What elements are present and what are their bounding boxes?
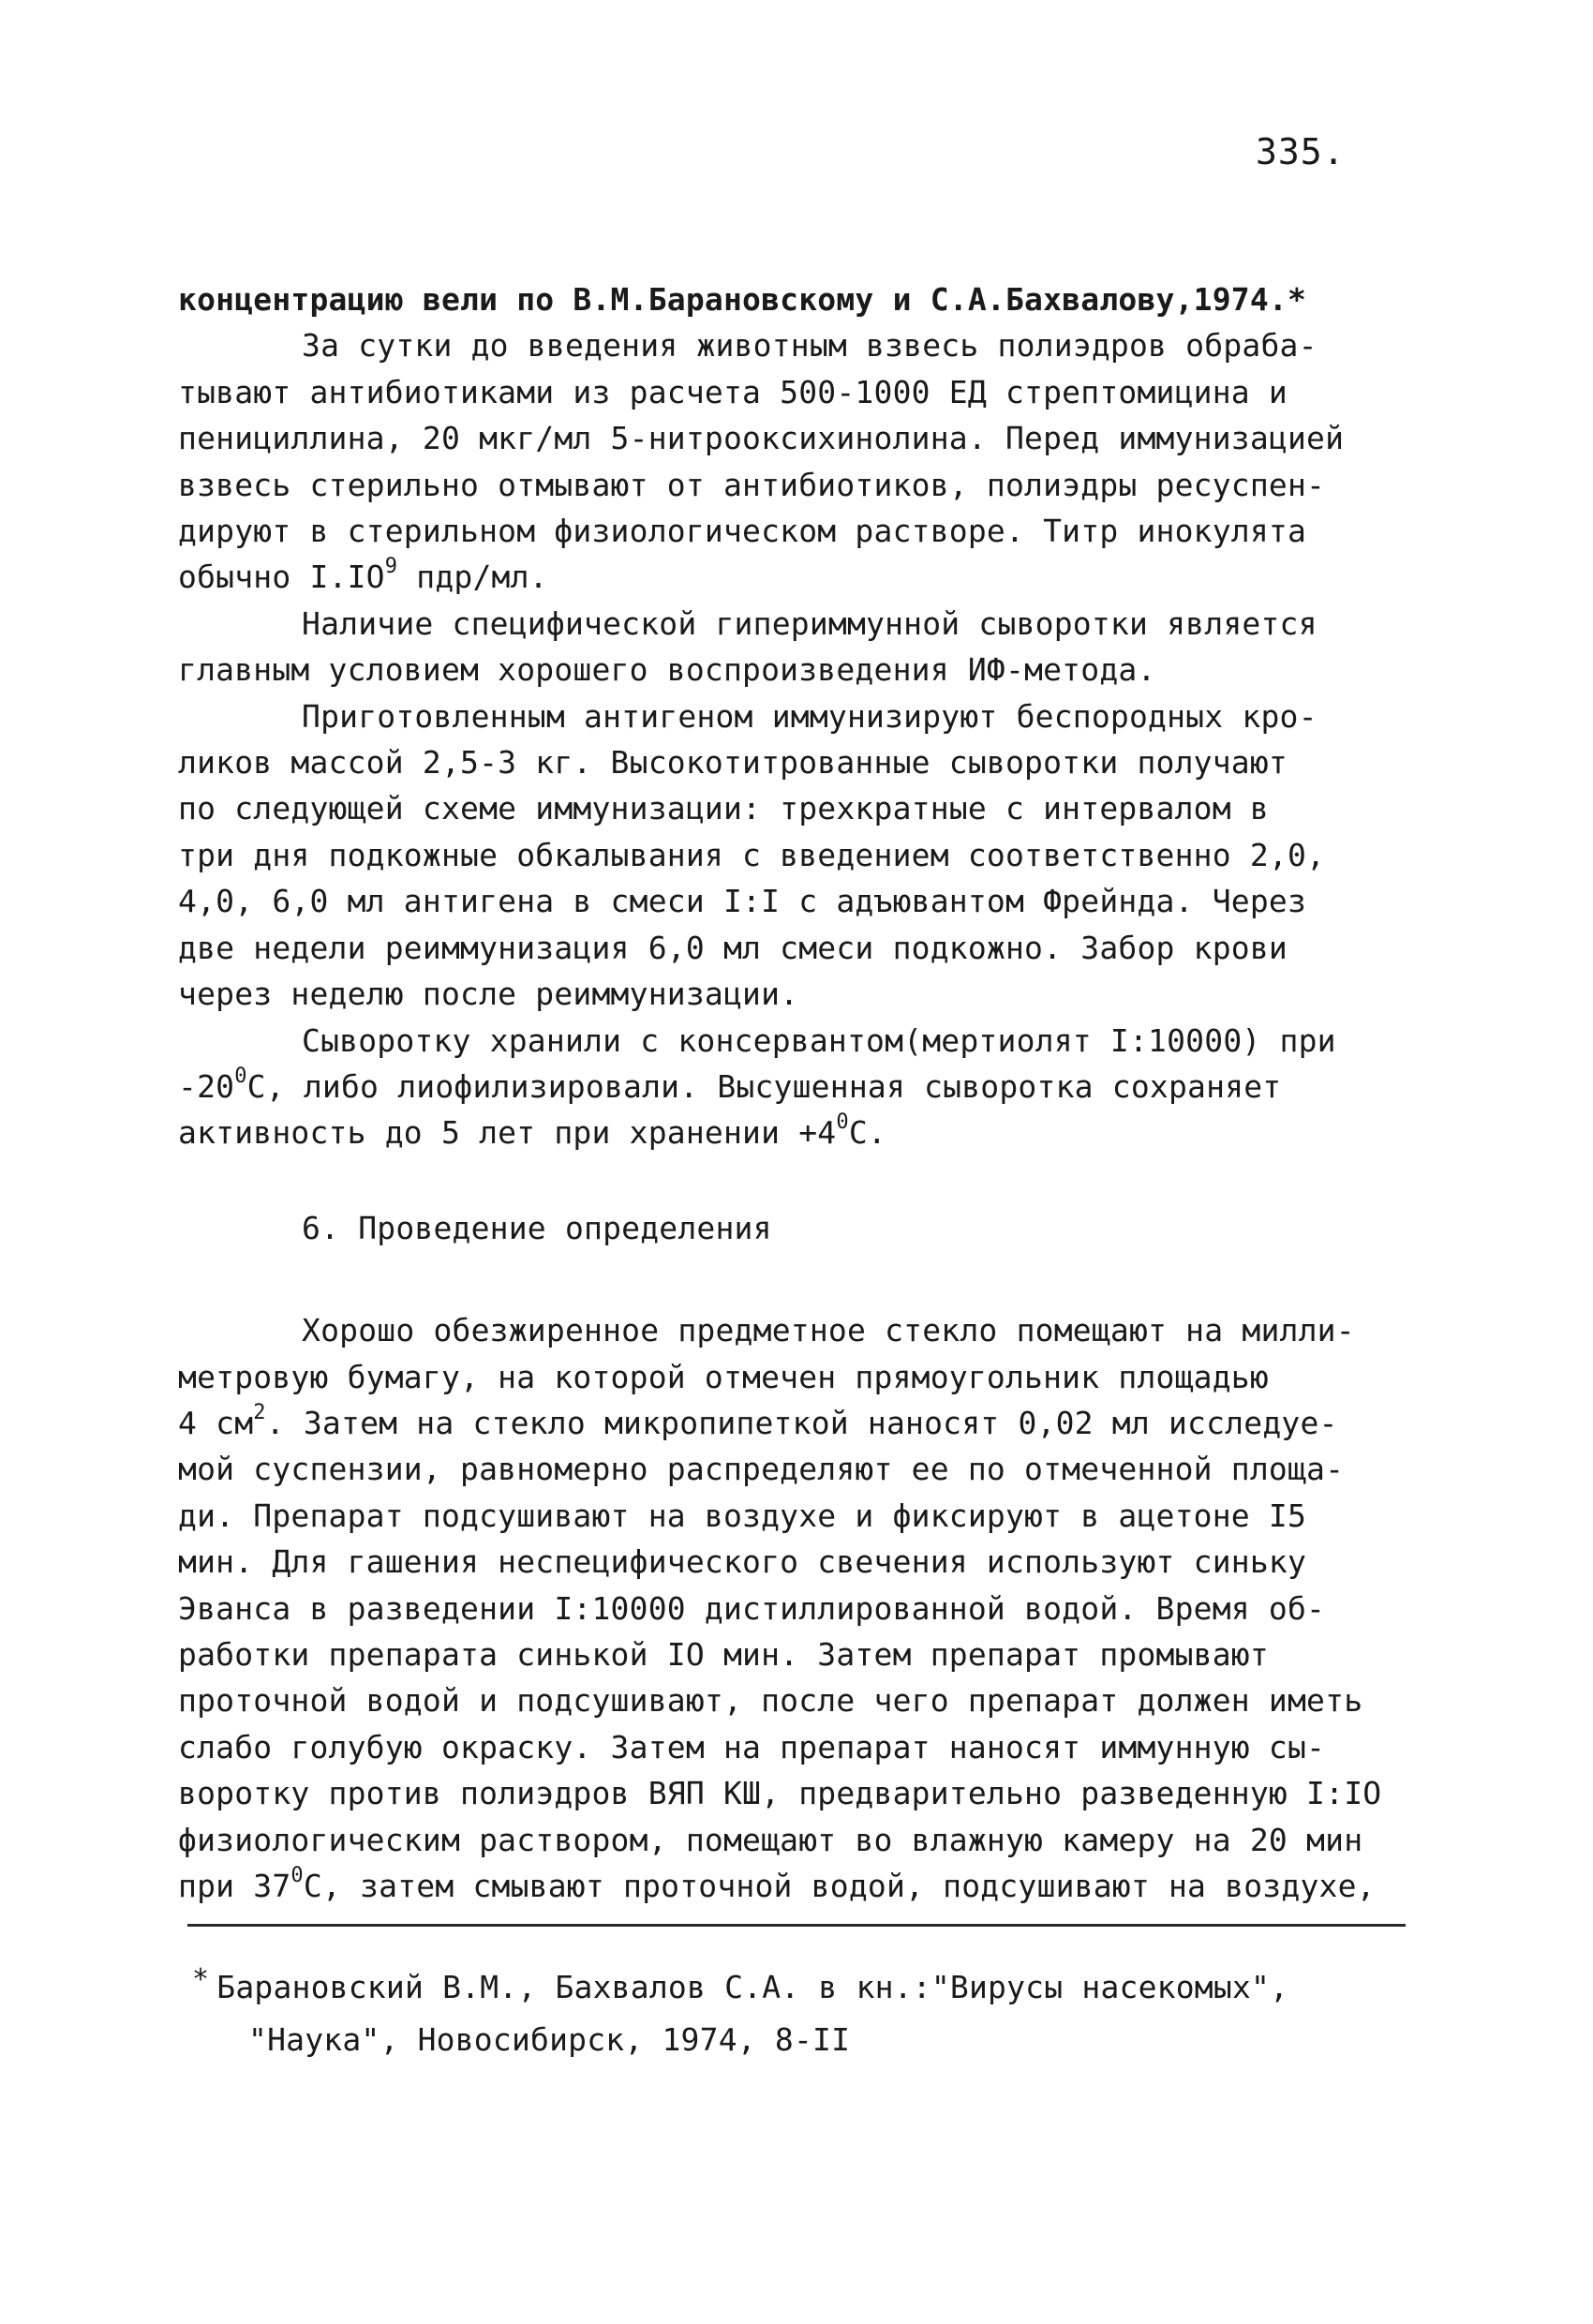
superscript: 9 [384,555,398,579]
text-segment: С. [848,1114,886,1152]
paragraph-5-line [178,1110,1415,1155]
paragraph-4-line: по следующей схеме иммунизации: трехкратные с интервалом в [178,790,1269,827]
paragraph-2-line: тывают антибиотиками из расчета 500-1000 ЕД стрептомицина и [178,373,1288,410]
paragraph-4-line: через неделю после реиммунизации. [178,976,799,1013]
paragraph-1-line: концентрацию вели по В.М.Барановскому и С.А.Бахвалову,1974.* [178,281,1307,318]
paragraph-6-line: физиологическим раствором, помещают во влажную камеру на 20 мин [178,1821,1363,1858]
superscript: 0 [290,1864,304,1887]
footnote-text: Барановский В.М., Бахвалов С.А. в кн.:"Вирусы насекомых", [216,1969,1289,2005]
text-segment: С, либо лиофилизировали. Высушенная сыворотка сохраняет [246,1067,1282,1105]
superscript: 0 [234,1064,247,1088]
paragraph-6-line: воротку против полиэдров ВЯП КШ, предварительно разведенную I:IO [178,1775,1382,1812]
paragraph-6-line: мой суспензии, равномерно распределяют ее по отмеченной площа- [178,1451,1345,1488]
paragraph-3-line: Наличие специфической гипериммунной сыворотки является [302,604,1318,642]
text-segment: активность до 5 лет при хранении +4 [178,1114,837,1152]
text-segment: при 37 [178,1868,291,1904]
page-number: 335. [1256,131,1346,172]
paragraph-4-line: ликов массой 2,5-3 кг. Высокотитрованные сыворотки получают [178,744,1288,782]
paragraph-2-line: взвесь стерильно отмывают от антибиотиков, полиэдры ресуспен- [178,466,1326,503]
superscript: 0 [836,1110,849,1135]
paragraph-6-line: слабо голубую окраску. Затем на препарат наносят иммунную сы- [178,1728,1326,1765]
paragraph-6-line: Хорошо обезжиренное предметное стекло помещают на милли- [302,1312,1355,1349]
paragraph-4-line: три дня подкожные обкалывания с введением соответственно 2,0, [178,836,1326,873]
paragraph-4-line: Приготовленным антигеном иммунизируют беспородных кро- [302,697,1318,735]
paragraph-2-line: пенициллина, 20 мкг/мл 5-нитрооксихинолина. Перед иммунизацией [178,420,1345,457]
paragraph-6-line [178,1400,1415,1446]
paragraph-6-line [178,1863,1415,1909]
paragraph-2-line: За сутки до введения животным взвесь полиэдров обраба- [302,327,1318,365]
text-segment: 4 см [178,1404,254,1441]
paragraph-2-last-line [178,554,1415,600]
paragraph-6-line: метровую бумагу, на которой отмечен прямоугольник площадью [178,1358,1269,1395]
paragraph-6-line: ди. Препарат подсушивают на воздухе и фиксируют в ацетоне I5 [178,1497,1307,1534]
paragraph-6-line: проточной водой и подсушивают, после чего препарат должен иметь [178,1682,1363,1720]
text-segment: . Затем на стекло микропипеткой наносят 0,02 мл исследуе- [265,1404,1338,1441]
paragraph-6-line: Эванса в разведении I:10000 дистиллированной водой. Время об- [178,1589,1326,1627]
footnote-marker: * [192,1963,210,1996]
section-heading: 6. Проведение определения [302,1209,772,1246]
footnote [192,1954,1410,2066]
footnote-separator [187,1924,1406,1927]
text-segment: пдр/мл. [397,559,548,596]
text-segment: С, затем смывают проточной водой, подсушивают на воздухе, [303,1868,1376,1904]
footnote-line [192,1954,1410,2014]
spacer [178,1251,1415,1307]
paragraph-5-line: Сыворотку хранили с консервантом(мертиолят I:10000) при [302,1021,1336,1059]
text-segment: -20 [178,1067,235,1105]
superscript: 2 [253,1400,266,1424]
paragraph-6-line: работки препарата синькой IO мин. Затем препарат промывают [178,1635,1269,1673]
paragraph-3-line: главным условием хорошего воспроизведения ИФ-метода. [178,651,1156,689]
paragraph-4-line: 4,0, 6,0 мл антигена в смеси I:I с адъювантом Фрейнда. Через [178,883,1307,920]
paragraph-6-line: мин. Для гашения неспецифического свечения используют синьку [178,1543,1307,1581]
paragraph-4-line: две недели реиммунизация 6,0 мл смеси подкожно. Забор крови [178,929,1288,966]
text-segment: обычно I.IO [178,559,385,596]
footnote-line: "Наука", Новосибирск, 1974, 8-II [248,2021,851,2058]
paragraph-5-line [178,1064,1415,1110]
spacer [178,1156,1415,1205]
body-text [178,276,1415,1909]
paragraph-2-line: дируют в стерильном физиологическом растворе. Титр инокулята [178,513,1307,550]
